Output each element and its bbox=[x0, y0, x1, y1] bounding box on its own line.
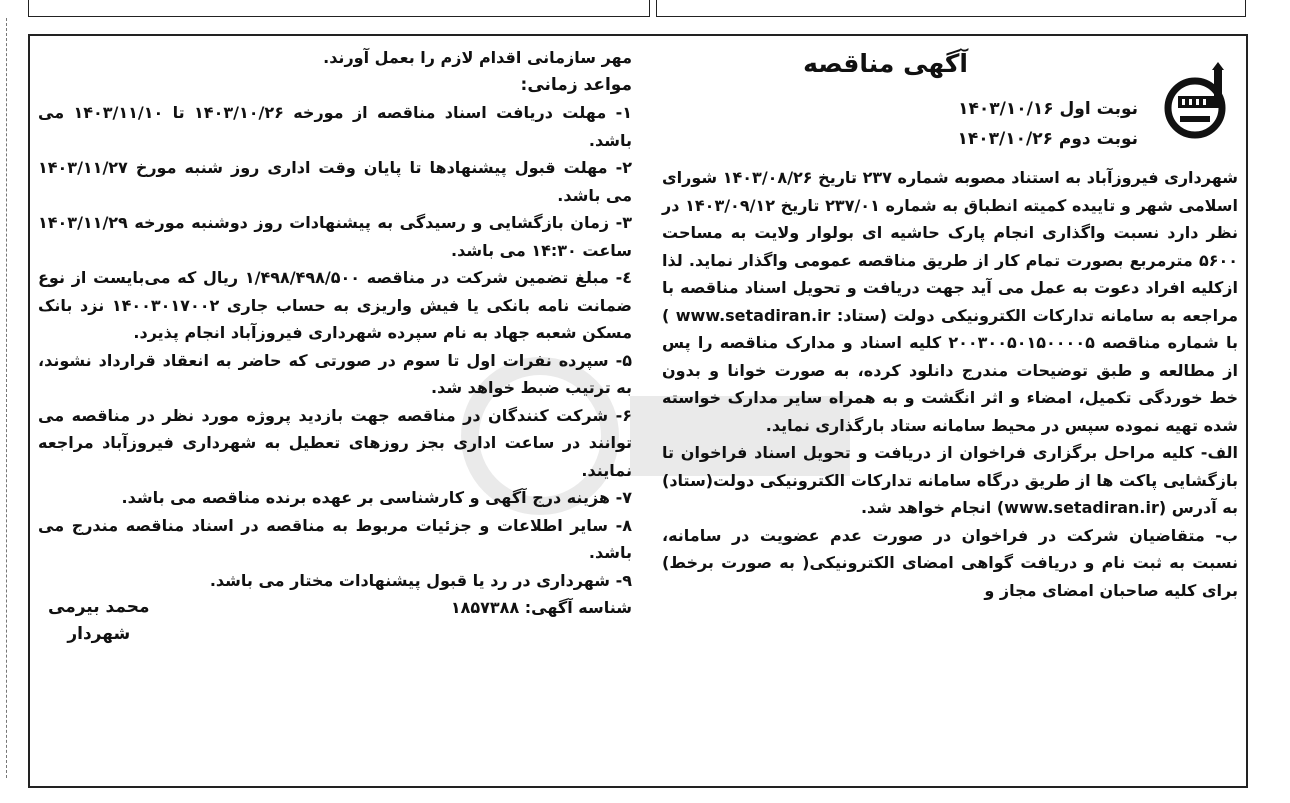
left-column bbox=[38, 44, 632, 650]
first-round-date: نوبت اول ۱۴۰۳/۱۰/۱۶ bbox=[958, 99, 1138, 119]
guarantee-item: ٤- مبلغ تضمین شرکت در مناقصه ۱/۴۹۸/۴۹۸/۵۰۰ ریال که می‌بایست از نوع ضمانت نامه بانکی یا فیش واریزی به حساب جاری ۱۴۰۰۳۰۱۷۰۰۲ نزد بانک مسکن شعبه جهاد به نام سپرده شهرداری فیروزآباد انجام پذیرد. bbox=[38, 268, 633, 342]
deadline-item: ۲- مهلت قبول پیشنهادها تا پایان وقت اداری روز شنبه مورخ ۱۴۰۳/۱۱/۲۷ می باشد. bbox=[38, 158, 632, 205]
previous-notice-box-right bbox=[656, 0, 1246, 17]
cost-item: ۷- هزینه درج آگهی و کارشناسی بر عهده برنده مناقصه می باشد. bbox=[121, 488, 632, 507]
deadline-item: ۳- زمان بازگشایی و رسیدگی به پیشنهادات روز دوشنبه مورخه ۱۴۰۳/۱۱/۲۹ ساعت ۱۴:۳۰ می باشد. bbox=[38, 213, 632, 260]
right-column bbox=[662, 44, 1238, 604]
main-paragraph: شهرداری فیروزآباد به استناد مصوبه شماره ۲۳۷ تاریخ ۱۴۰۳/۰۸/۲۶ شورای اسلامی شهر و تاییده کمیته انطباق به شماره ۲۳۷/۰۱ تاریخ ۱۴۰۳/۰۹/۱۲ در نظر دارد نسبت واگذاری انجام پارک حاشیه ای بولوار ولایت به مساحت ۵۶۰۰ مترمربع بصورت تمام کار از طریق مناقصه عمومی واگذار نماید. لذا ازکلیه افراد دعوت به عمل می آید جهت دریافت و تحویل اسناد مناقصه با مراجعه به سامانه تدارکات الکترونیکی دولت (ستاد: www.setadiran.ir ) با شماره مناقصه ۲۰۰۳۰۰۵۰۱۵۰۰۰۰۵ کلیه اسناد و مدارک مناقصه را پس از مطالعه و طبق توضیحات مندرج دانلود کرده، به صورت خوانا و بدون خط خوردگی تکمیل، امضاء و اثر انگشت و به همراه سایر مدارک خواسته شده تهیه نموده سپس در محیط سامانه ستاد بارگذاری نماید. bbox=[662, 168, 1239, 435]
ad-id: شناسه آگهی: ۱۸۵۷۳۸۸ bbox=[450, 598, 632, 617]
previous-notice-box-left bbox=[28, 0, 650, 17]
tender-notice bbox=[28, 34, 1248, 788]
signer-title: شهردار bbox=[67, 624, 131, 644]
clause-be: ب- متقاضیان شرکت در فراخوان در صورت عدم عضویت در سامانه، نسبت به ثبت نام و دریافت گواهی امضای الکترونیکی( به صورت برخط) برای کلیه صاحبان امضای مجاز و bbox=[662, 525, 1238, 600]
notice-title: آگهی مناقصه bbox=[803, 49, 968, 78]
signature-block bbox=[48, 594, 150, 648]
notice-footer bbox=[38, 594, 632, 650]
signer-name: محمد بیرمی bbox=[48, 597, 150, 617]
municipality-logo-icon bbox=[1162, 62, 1232, 142]
details-item: ۸- سایر اطلاعات و جزئیات مربوط به مناقصه در اسناد مناقصه مندرج می باشد. bbox=[38, 515, 632, 562]
page-edge-divider bbox=[6, 18, 7, 778]
deadlines-heading: مواعد زمانی: bbox=[520, 74, 632, 95]
second-round-date: نوبت دوم ۱۴۰۳/۱۰/۲۶ bbox=[957, 129, 1138, 149]
notice-header bbox=[662, 44, 1238, 164]
site-visit-item: ۶- شرکت کنندگان در مناقصه جهت بازدید پروژه مورد نظر در مناقصه می توانند در ساعت اداری بجز روزهای تعطیل به شهرداری فیروزآباد مراجعه نمایند. bbox=[38, 405, 632, 480]
deposit-item: ۵- سپرده نفرات اول تا سوم در صورتی که حاضر به انعقاد قرارداد نشوند، به ترتیب ضبط خواهد شد. bbox=[38, 350, 632, 397]
clause-alef: الف- کلیه مراحل برگزاری فراخوان از دریافت و تحویل اسناد فراخوان تا بازگشایی پاکت ها از طریق درگاه سامانه تدارکات الکترونیکی دولت(ستاد) به آدرس (www.setadiran.ir) انجام خواهد شد. bbox=[662, 443, 1238, 517]
continuation-text: مهر سازمانی اقدام لازم را بعمل آورند. bbox=[323, 48, 632, 67]
rights-item: ۹- شهرداری در رد یا قبول پیشنهادات مختار می باشد. bbox=[209, 570, 632, 590]
deadline-item: ۱- مهلت دریافت اسناد مناقصه از مورخه ۱۴۰۳/۱۰/۲۶ تا ۱۴۰۳/۱۱/۱۰ می باشد. bbox=[38, 103, 633, 150]
